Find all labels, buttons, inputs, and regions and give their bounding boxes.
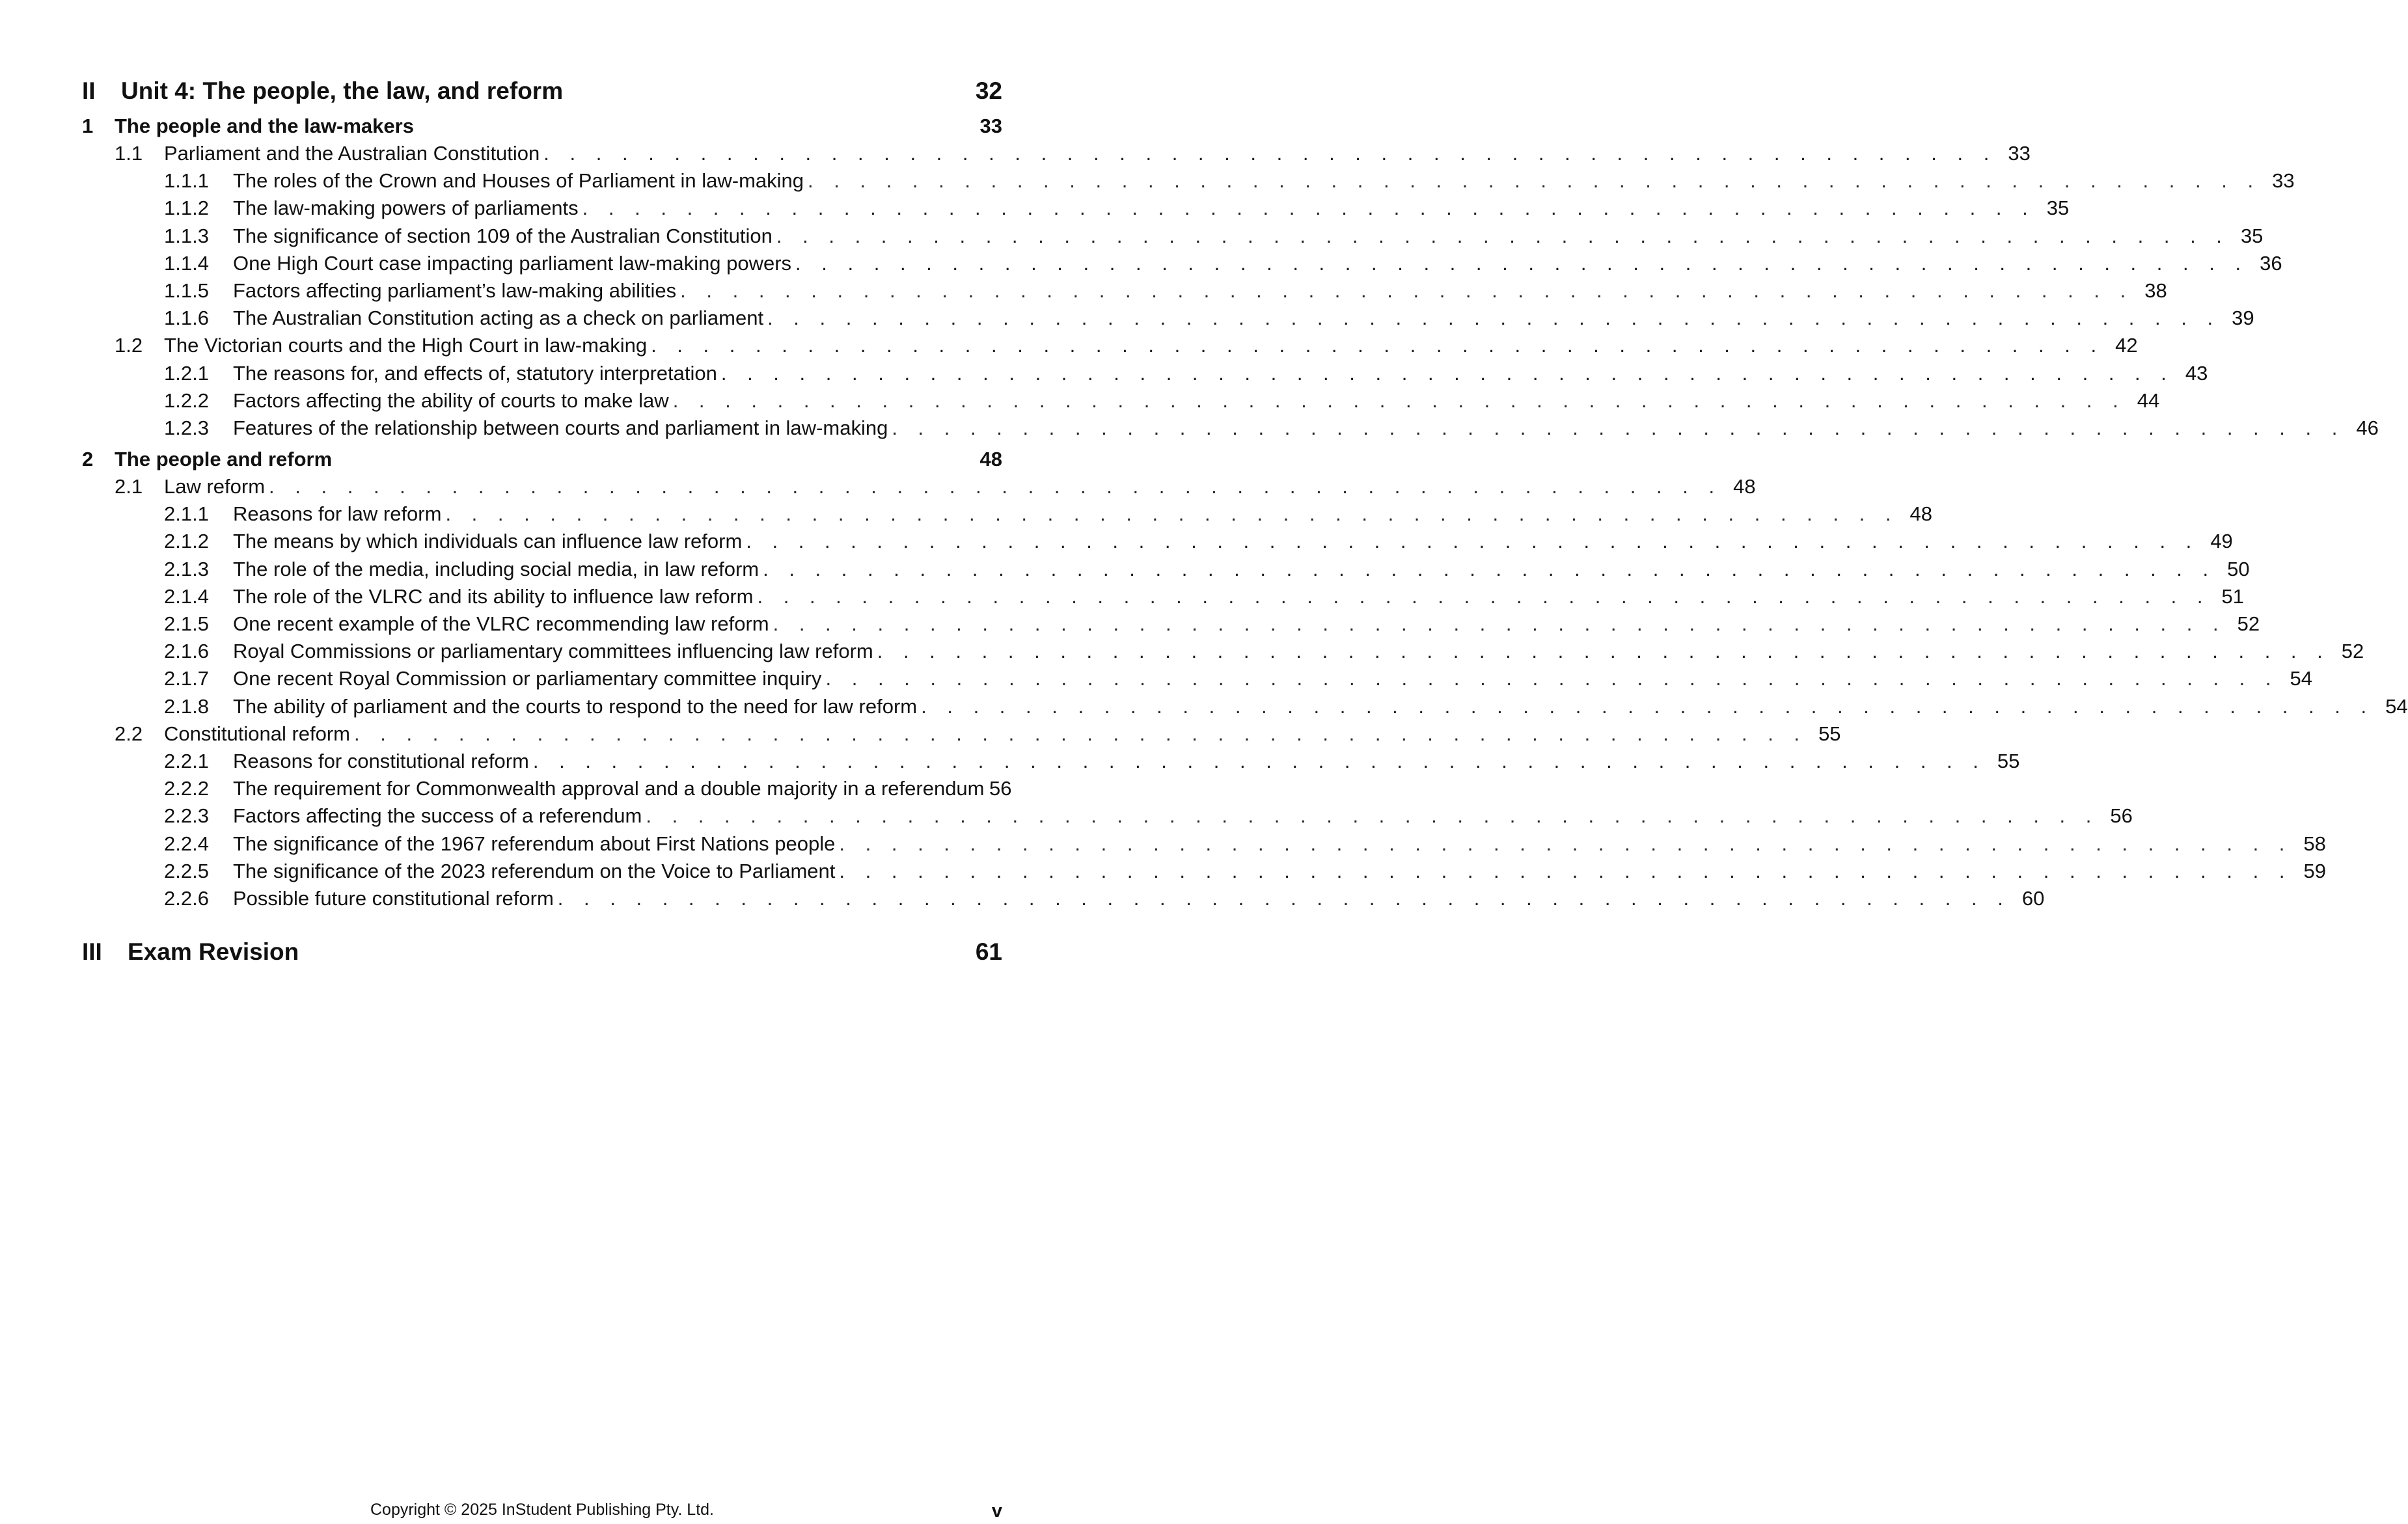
- toc-entry-title: The significance of section 109 of the Australian Constitution: [233, 224, 773, 247]
- toc-entry-title: Factors affecting the ability of courts to make law: [233, 388, 669, 412]
- toc-entry-title: The Australian Constitution acting as a check on parliament: [233, 306, 764, 330]
- page-number: v: [991, 1501, 1002, 1521]
- toc-entry-page: 32: [975, 77, 1002, 104]
- toc-entry-title: The people and the law-makers: [115, 115, 414, 137]
- toc-entry-page: 52: [2341, 640, 2364, 663]
- toc-entry-page: 43: [2185, 361, 2208, 385]
- toc-subsection-entry[interactable]: [82, 306, 2254, 334]
- toc-entry-page: 36: [2260, 251, 2282, 275]
- dot-leader: . . . . . . . . . . . . . . . . . . . . . . . . . . . . . . . . . . . . . . . . . . . . . . . . . . . . . . . .: [757, 584, 2211, 608]
- toc-entry-title: One High Court case impacting parliament law-making powers: [233, 251, 792, 275]
- toc-entry-page: 48: [1909, 502, 1932, 526]
- toc-entry-title: Reasons for constitutional reform: [233, 749, 529, 772]
- toc-entry-title: The Victorian courts and the High Court in law-making: [164, 334, 648, 357]
- toc-entry-number: 1: [82, 115, 94, 137]
- toc-entry-title: The significance of the 2023 referendum on the Voice to Parliament: [233, 859, 836, 882]
- page-footer: [82, 1501, 1002, 1524]
- toc-entry-title: Exam Revision: [128, 938, 299, 966]
- toc-subsection-entry[interactable]: [82, 388, 2160, 416]
- toc-entry-number: 2.1.7: [164, 667, 209, 690]
- toc-subsection-entry[interactable]: [82, 832, 2326, 860]
- toc-entry-number: 1.2.3: [164, 416, 209, 439]
- toc-subsection-entry[interactable]: [82, 251, 2282, 279]
- dot-leader: . . . . . . . . . . . . . . . . . . . . . . . . . . . . . . . . . . . . . . . . . . . . . . . . . . . . . . . .: [839, 859, 2292, 882]
- toc-entry-number: 1.2.2: [164, 388, 209, 412]
- toc-entry-title: The role of the VLRC and its ability to influence law reform: [233, 584, 754, 608]
- toc-entry-page: 46: [2356, 416, 2379, 439]
- toc-entry-title: Constitutional reform: [164, 722, 351, 745]
- toc-subsection-entry[interactable]: [82, 584, 2245, 612]
- toc-subsection-entry[interactable]: [82, 859, 2326, 887]
- toc-subsection-entry[interactable]: [82, 777, 1012, 804]
- toc-entry-page: 35: [2046, 197, 2070, 220]
- toc-entry-title: The significance of the 1967 referendum about First Nations people: [233, 832, 836, 855]
- toc-chapter-entry[interactable]: [82, 115, 1002, 142]
- toc-entry-title: The ability of parliament and the courts to respond to the need for law reform: [233, 694, 918, 718]
- toc-entry-page: 49: [2210, 530, 2233, 553]
- dot-leader: . . . . . . . . . . . . . . . . . . . . . . . . . . . . . . . . . . . . . . . . . . . . . . . . . . . . . . . .: [773, 612, 2226, 635]
- toc-subsection-entry[interactable]: [82, 416, 2379, 444]
- toc-entry-title: One recent example of the VLRC recommending law reform: [233, 612, 769, 635]
- toc-entry-number: 2.2: [115, 722, 143, 745]
- toc-subsection-entry[interactable]: [82, 224, 2264, 252]
- toc-entry-page: 56: [2110, 804, 2133, 828]
- toc-entry-title: Factors affecting the success of a referendum: [233, 804, 642, 828]
- dot-leader: . . . . . . . . . . . . . . . . . . . . . . . . . . . . . . . . . . . . . . . . . . . . . . . . . . . . . . . .: [680, 279, 2133, 302]
- toc-entry-number: 2.1.6: [164, 640, 209, 663]
- toc-entry-page: 54: [2385, 694, 2408, 718]
- dot-leader: . . . . . . . . . . . . . . . . . . . . . . . . . . . . . . . . . . . . . . . . . . . . . . . . . . . . . . . .: [532, 749, 1986, 772]
- toc-entry-title: Possible future constitutional reform: [233, 886, 554, 910]
- toc-entry-number: 2.2.1: [164, 749, 209, 772]
- toc-entry-title: The requirement for Commonwealth approval and a double majority in a referendum: [233, 777, 985, 800]
- copyright-notice: Copyright © 2025 InStudent Publishing Pty. Ltd.: [370, 1501, 714, 1519]
- toc-subsection-entry[interactable]: [82, 502, 1932, 530]
- toc-entry-title: The reasons for, and effects of, statutory interpretation: [233, 361, 717, 385]
- toc-entry-page: 59: [2303, 859, 2326, 882]
- toc-entry-page: 61: [975, 938, 1002, 966]
- toc-entry-page: 54: [2290, 667, 2313, 690]
- toc-subsection-entry[interactable]: [82, 667, 2313, 694]
- toc-entry-number: III: [82, 938, 102, 966]
- toc-subsection-entry[interactable]: [82, 279, 2167, 306]
- toc-part-entry[interactable]: [82, 929, 1002, 975]
- dot-leader: . . . . . . . . . . . . . . . . . . . . . . . . . . . . . . . . . . . . . . . . . . . . . . . . . . . . . . . .: [720, 361, 2174, 385]
- dot-leader: . . . . . . . . . . . . . . . . . . . . . . . . . . . . . . . . . . . . . . . . . . . . . . . . . . . . . . . .: [839, 832, 2292, 855]
- toc-entry-page: 39: [2232, 306, 2254, 330]
- toc-entry-title: One recent Royal Commission or parliamentary committee inquiry: [233, 667, 822, 690]
- toc-entry-number: 1.1: [115, 142, 143, 165]
- toc-part-entry[interactable]: [82, 68, 1002, 115]
- toc-entry-title: Royal Commissions or parliamentary committees influencing law reform: [233, 640, 873, 663]
- toc-subsection-entry[interactable]: [82, 640, 2364, 667]
- toc-entry-page: 38: [2144, 279, 2167, 302]
- toc-entry-number: 1.1.4: [164, 251, 209, 275]
- toc-entry-number: 2.1: [115, 475, 143, 498]
- toc-entry-page: 50: [2227, 557, 2250, 580]
- toc-subsection-entry[interactable]: [82, 361, 2208, 389]
- toc-entry-number: 2.1.5: [164, 612, 209, 635]
- toc-entry-title: The means by which individuals can influence law reform: [233, 530, 743, 553]
- toc-entry-number: 2.1.2: [164, 530, 209, 553]
- toc-entry-number: 2: [82, 448, 94, 471]
- toc-entry-title: Unit 4: The people, the law, and reform: [121, 77, 564, 104]
- toc-entry-title: The law-making powers of parliaments: [233, 197, 579, 220]
- toc-chapter-entry[interactable]: [82, 448, 1002, 475]
- dot-leader: . . . . . . . . . . . . . . . . . . . . . . . . . . . . . . . . . . . . . . . . . . . . . . . . . . . . . . . .: [269, 475, 1722, 498]
- toc-entry-number: 1.1.1: [164, 169, 209, 193]
- dot-leader: . . . . . . . . . . . . . . . . . . . . . . . . . . . . . . . . . . . . . . . . . . . . . . . . . . . . . . . .: [354, 722, 1807, 745]
- toc-entry-number: 1.1.3: [164, 224, 209, 247]
- toc-entry-number: II: [82, 77, 96, 104]
- dot-leader: . . . . . . . . . . . . . . . . . . . . . . . . . . . . . . . . . . . . . . . . . . . . . . . . . . . . . . . .: [445, 502, 1898, 526]
- dot-leader: . . . . . . . . . . . . . . . . . . . . . . . . . . . . . . . . . . . . . . . . . . . . . . . . . . . . . . . .: [746, 530, 2199, 553]
- toc-entry-number: 1.2: [115, 334, 143, 357]
- toc-entry-page: 44: [2137, 388, 2160, 412]
- table-of-contents: [82, 68, 2408, 975]
- toc-subsection-entry[interactable]: [82, 749, 2020, 777]
- toc-subsection-entry[interactable]: [82, 557, 2250, 585]
- toc-entry-number: 2.2.4: [164, 832, 209, 855]
- toc-entry-title: The people and reform: [115, 448, 333, 471]
- dot-leader: . . . . . . . . . . . . . . . . . . . . . . . . . . . . . . . . . . . . . . . . . . . . . . . . . . . . . . . .: [892, 416, 2345, 439]
- dot-leader: . . . . . . . . . . . . . . . . . . . . . . . . . . . . . . . . . . . . . . . . . . . . . . . . . . . . . . . .: [763, 557, 2216, 580]
- toc-entry-number: 1.1.5: [164, 279, 209, 302]
- toc-section-entry[interactable]: [82, 722, 1841, 750]
- toc-entry-page: 33: [2008, 142, 2031, 165]
- toc-entry-number: 1.2.1: [164, 361, 209, 385]
- toc-entry-number: 2.2.6: [164, 886, 209, 910]
- toc-subsection-entry[interactable]: [82, 612, 2260, 640]
- dot-leader: . . . . . . . . . . . . . . . . . . . . . . . . . . . . . . . . . . . . . . . . . . . . . . . . . . . . . . . .: [646, 804, 2099, 828]
- toc-section-entry[interactable]: [82, 142, 2031, 169]
- toc-entry-page: 33: [979, 115, 1002, 137]
- dot-leader: . . . . . . . . . . . . . . . . . . . . . . . . . . . . . . . . . . . . . . . . . . . . . . . . . . . . . . . .: [795, 251, 2249, 275]
- toc-entry-number: 2.1.1: [164, 502, 209, 526]
- toc-entry-title: Factors affecting parliament’s law-making abilities: [233, 279, 677, 302]
- toc-subsection-entry[interactable]: [82, 169, 2295, 197]
- toc-entry-page: 35: [2240, 224, 2264, 247]
- toc-entry-number: 1.1.6: [164, 306, 209, 330]
- dot-leader: . . . . . . . . . . . . . . . . . . . . . . . . . . . . . . . . . . . . . . . . . . . . . . . . . . . . . . . .: [767, 306, 2221, 330]
- toc-subsection-entry[interactable]: [82, 197, 2070, 224]
- toc-section-entry[interactable]: [82, 334, 2138, 361]
- toc-entry-title: Reasons for law reform: [233, 502, 442, 526]
- dot-leader: . . . . . . . . . . . . . . . . . . . . . . . . . . . . . . . . . . . . . . . . . . . . . . . . . . . . . . . .: [543, 142, 1997, 165]
- dot-leader: . . . . . . . . . . . . . . . . . . . . . . . . . . . . . . . . . . . . . . . . . . . . . . . . . . . . . . . .: [776, 224, 2230, 247]
- toc-entry-page: 55: [1818, 722, 1841, 745]
- toc-entry-page: 60: [2021, 886, 2045, 910]
- toc-entry-page: 52: [2237, 612, 2260, 635]
- toc-entry-page: 56: [989, 777, 1012, 800]
- toc-entry-page: 58: [2303, 832, 2326, 855]
- toc-subsection-entry[interactable]: [82, 886, 2045, 914]
- dot-leader: . . . . . . . . . . . . . . . . . . . . . . . . . . . . . . . . . . . . . . . . . . . . . . . . . . . . . . . .: [825, 667, 2279, 690]
- toc-subsection-entry[interactable]: [82, 694, 2408, 722]
- toc-entry-title: Parliament and the Australian Constitution: [164, 142, 540, 165]
- toc-entry-number: 2.2.5: [164, 859, 209, 882]
- toc-entry-number: 2.2.3: [164, 804, 209, 828]
- dot-leader: . . . . . . . . . . . . . . . . . . . . . . . . . . . . . . . . . . . . . . . . . . . . . . . . . . . . . . . .: [921, 694, 2374, 718]
- toc-entry-number: 1.1.2: [164, 197, 209, 220]
- toc-entry-number: 2.1.8: [164, 694, 209, 718]
- toc-entry-page: 51: [2221, 584, 2245, 608]
- dot-leader: . . . . . . . . . . . . . . . . . . . . . . . . . . . . . . . . . . . . . . . . . . . . . . . . . . . . . . . .: [651, 334, 2104, 357]
- toc-entry-title: Features of the relationship between courts and parliament in law-making: [233, 416, 888, 439]
- toc-entry-page: 48: [1733, 475, 1756, 498]
- toc-entry-title: The role of the media, including social media, in law reform: [233, 557, 759, 580]
- toc-section-entry[interactable]: [82, 475, 1756, 502]
- toc-subsection-entry[interactable]: [82, 804, 2133, 832]
- dot-leader: . . . . . . . . . . . . . . . . . . . . . . . . . . . . . . . . . . . . . . . . . . . . . . . . . . . . . . . .: [808, 169, 2261, 193]
- toc-entry-title: Law reform: [164, 475, 266, 498]
- toc-entry-page: 33: [2272, 169, 2295, 193]
- dot-leader: . . . . . . . . . . . . . . . . . . . . . . . . . . . . . . . . . . . . . . . . . . . . . . . . . . . . . . . .: [557, 886, 2011, 910]
- toc-entry-page: 55: [1997, 749, 2020, 772]
- toc-entry-number: 2.2.2: [164, 777, 209, 800]
- toc-entry-number: 2.1.3: [164, 557, 209, 580]
- toc-entry-number: 2.1.4: [164, 584, 209, 608]
- toc-subsection-entry[interactable]: [82, 530, 2233, 557]
- toc-entry-title: The roles of the Crown and Houses of Parliament in law-making: [233, 169, 804, 193]
- dot-leader: . . . . . . . . . . . . . . . . . . . . . . . . . . . . . . . . . . . . . . . . . . . . . . . . . . . . . . . .: [877, 640, 2331, 663]
- dot-leader: . . . . . . . . . . . . . . . . . . . . . . . . . . . . . . . . . . . . . . . . . . . . . . . . . . . . . . . .: [672, 388, 2126, 412]
- toc-entry-page: 42: [2115, 334, 2138, 357]
- dot-leader: . . . . . . . . . . . . . . . . . . . . . . . . . . . . . . . . . . . . . . . . . . . . . . . . . . . . . . . .: [582, 197, 2036, 220]
- toc-entry-page: 48: [979, 448, 1002, 471]
